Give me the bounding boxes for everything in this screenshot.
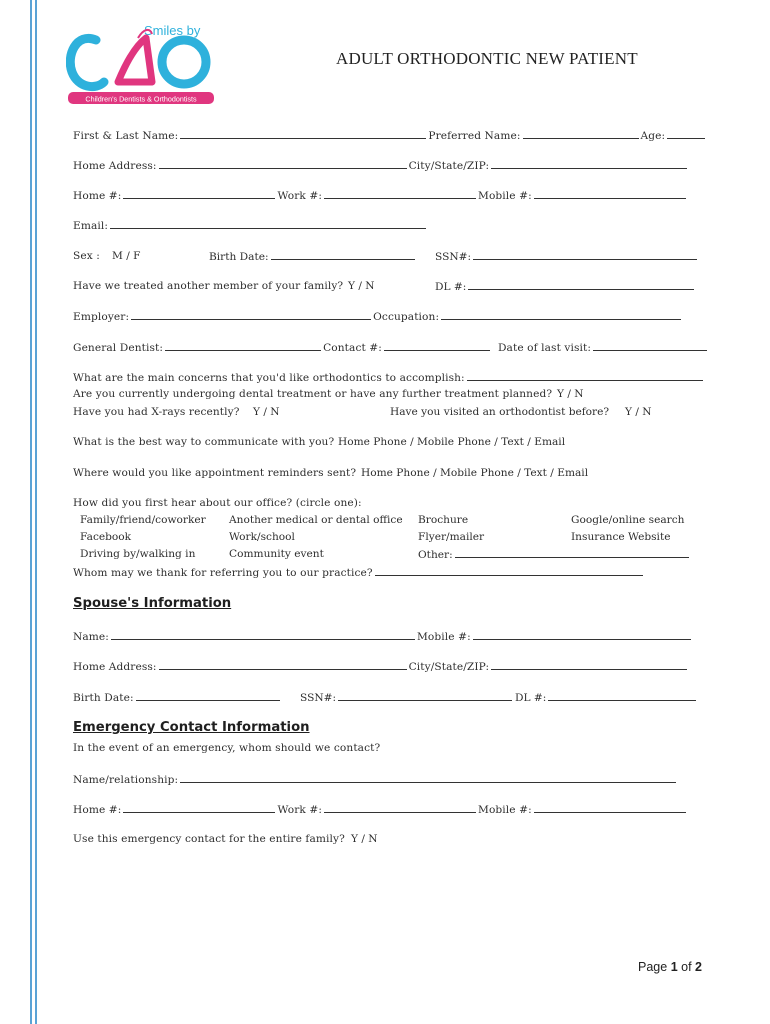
home-field[interactable] xyxy=(123,189,275,199)
undergoing-label: Are you currently undergoing dental treatment or have any further treatment planned? xyxy=(73,388,553,400)
hear-label: How did you first hear about our office? (circle one): xyxy=(73,497,362,509)
city-label: City/State/ZIP: xyxy=(408,160,490,172)
occupation-label: Occupation: xyxy=(373,311,440,323)
hear-option[interactable]: Brochure xyxy=(418,514,469,526)
address-field[interactable] xyxy=(159,159,407,169)
row-employer xyxy=(73,310,683,323)
emergency-intro: In the event of an emergency, whom should we contact? xyxy=(73,742,381,754)
row-reminders xyxy=(73,467,356,479)
sex-label: Sex : xyxy=(73,250,100,262)
hear-option[interactable]: Work/school xyxy=(229,531,295,543)
form-title: ADULT ORTHODONTIC NEW PATIENT xyxy=(336,49,638,68)
row-thank xyxy=(73,566,645,579)
age-label: Age: xyxy=(640,130,666,142)
hear-option[interactable]: Community event xyxy=(229,548,324,560)
row-phones xyxy=(73,189,688,202)
xrays-yn[interactable]: Y / N xyxy=(253,406,280,418)
name-label: First & Last Name: xyxy=(73,130,179,142)
spouse-address-label: Home Address: xyxy=(73,661,157,673)
row-address xyxy=(73,159,689,172)
undergoing-yn[interactable]: Y / N xyxy=(557,388,584,400)
visited-yn[interactable]: Y / N xyxy=(625,406,652,418)
birth-date-row xyxy=(209,250,417,263)
dentist-label: General Dentist: xyxy=(73,342,164,354)
family-yn[interactable]: Y / N xyxy=(351,833,378,845)
spouse-birth-label: Birth Date: xyxy=(73,692,134,704)
dl-field[interactable] xyxy=(468,280,694,290)
ssn-field[interactable] xyxy=(473,250,697,260)
employer-label: Employer: xyxy=(73,311,130,323)
dl-label: DL #: xyxy=(435,281,467,293)
clinic-logo xyxy=(66,18,216,104)
hear-other-row xyxy=(418,548,691,561)
row-email xyxy=(73,219,428,232)
spouse-city-field[interactable] xyxy=(491,660,687,670)
spouse-ssn-label: SSN#: xyxy=(300,692,337,704)
spouse-birth-field[interactable] xyxy=(136,691,280,701)
page-footer xyxy=(638,960,702,974)
row-hear xyxy=(73,497,362,509)
hear-option[interactable]: Other: xyxy=(418,549,453,561)
ssn-row xyxy=(435,250,699,263)
thank-label: Whom may we thank for referring you to our practice? xyxy=(73,567,373,579)
birth-label: Birth Date: xyxy=(209,251,269,263)
birth-field[interactable] xyxy=(271,250,415,260)
name-field[interactable] xyxy=(180,129,426,139)
of-word: of xyxy=(681,960,692,974)
preferred-field[interactable] xyxy=(523,129,639,139)
row-concerns xyxy=(73,371,705,384)
address-label: Home Address: xyxy=(73,160,157,172)
emergency-work-field[interactable] xyxy=(324,803,476,813)
row-name xyxy=(73,129,707,142)
mobile-field[interactable] xyxy=(534,189,686,199)
employer-field[interactable] xyxy=(131,310,371,320)
spouse-mobile-label: Mobile #: xyxy=(416,631,471,643)
spouse-dl-label: DL #: xyxy=(515,692,547,704)
age-field[interactable] xyxy=(667,129,705,139)
sex-options[interactable]: M / F xyxy=(112,250,141,262)
treated-yn[interactable]: Y / N xyxy=(348,280,375,292)
spouse-name-field[interactable] xyxy=(111,630,415,640)
treated-label: Have we treated another member of your family? xyxy=(73,280,344,292)
hear-option[interactable]: Google/online search xyxy=(571,514,685,526)
emergency-heading: Emergency Contact Information xyxy=(73,720,310,735)
hear-option[interactable]: Another medical or dental office xyxy=(229,514,403,526)
logo-subtitle: Children's Dentists & Orthodontists xyxy=(85,94,197,104)
concerns-field[interactable] xyxy=(467,371,703,381)
contact-label: Contact #: xyxy=(323,342,382,354)
concerns-label: What are the main concerns that you'd like orthodontics to accomplish: xyxy=(73,372,465,384)
spouse-address-field[interactable] xyxy=(159,660,407,670)
hear-option[interactable]: Driving by/walking in xyxy=(80,548,196,560)
row-spouse-name xyxy=(73,630,693,643)
relationship-field[interactable] xyxy=(180,773,676,783)
margin-rule-right xyxy=(35,0,37,1024)
spouse-ssn-row xyxy=(300,691,514,704)
row-family xyxy=(73,833,345,845)
home-label: Home #: xyxy=(73,190,122,202)
spouse-mobile-field[interactable] xyxy=(473,630,691,640)
logo-tagline: Smiles by xyxy=(144,23,201,38)
email-field[interactable] xyxy=(110,219,426,229)
hear-option[interactable]: Facebook xyxy=(80,531,132,543)
spouse-dl-row xyxy=(515,691,698,704)
page-word: Page xyxy=(638,960,668,974)
hear-option[interactable]: Family/friend/coworker xyxy=(80,514,206,526)
reminders-options[interactable]: Home Phone / Mobile Phone / Text / Email xyxy=(361,467,589,479)
preferred-label: Preferred Name: xyxy=(428,130,521,142)
emergency-home-label: Home #: xyxy=(73,804,122,816)
page-number: 1 xyxy=(670,960,678,974)
margin-rule-left xyxy=(30,0,32,1024)
ssn-label: SSN#: xyxy=(435,251,472,263)
last-visit-field[interactable] xyxy=(593,341,707,351)
emergency-mobile-label: Mobile #: xyxy=(478,804,532,816)
row-spouse-birth xyxy=(73,691,282,704)
last-visit-label: Date of last visit: xyxy=(497,342,592,354)
relationship-label: Name/relationship: xyxy=(73,774,179,786)
work-label: Work #: xyxy=(277,190,322,202)
row-dentist xyxy=(73,341,709,354)
row-sex xyxy=(73,250,100,262)
row-communicate xyxy=(73,436,334,448)
email-label: Email: xyxy=(73,220,109,232)
row-spouse-address xyxy=(73,660,689,673)
thank-field[interactable] xyxy=(375,566,643,576)
city-field[interactable] xyxy=(491,159,687,169)
xrays-label: Have you had X-rays recently? xyxy=(73,406,240,418)
communicate-label: What is the best way to communicate with you? xyxy=(73,436,335,448)
emergency-home-field[interactable] xyxy=(123,803,275,813)
reminders-label: Where would you like appointment reminders sent? xyxy=(73,467,357,479)
dentist-field[interactable] xyxy=(165,341,321,351)
occupation-field[interactable] xyxy=(441,310,681,320)
mobile-label: Mobile #: xyxy=(478,190,532,202)
contact-field[interactable] xyxy=(384,341,490,351)
spouse-ssn-field[interactable] xyxy=(338,691,512,701)
spouse-name-label: Name: xyxy=(73,631,109,643)
emergency-mobile-field[interactable] xyxy=(534,803,686,813)
row-xrays xyxy=(73,406,240,418)
row-treated xyxy=(73,280,343,292)
row-relationship xyxy=(73,773,678,786)
row-undergoing xyxy=(73,388,552,400)
communicate-options[interactable]: Home Phone / Mobile Phone / Text / Email xyxy=(338,436,566,448)
spouse-city-label: City/State/ZIP: xyxy=(408,661,490,673)
spouse-heading: Spouse's Information xyxy=(73,596,232,611)
hear-option[interactable]: Insurance Website xyxy=(571,531,671,543)
visited-label: Have you visited an orthodontist before? xyxy=(390,406,610,418)
emergency-work-label: Work #: xyxy=(277,804,322,816)
family-label: Use this emergency contact for the entire family? xyxy=(73,833,345,845)
page-total: 2 xyxy=(695,960,702,974)
spouse-dl-field[interactable] xyxy=(548,691,696,701)
hear-option[interactable]: Flyer/mailer xyxy=(418,531,485,543)
work-field[interactable] xyxy=(324,189,476,199)
dl-row xyxy=(435,280,696,293)
row-emergency-phones xyxy=(73,803,688,816)
hear-other-field[interactable] xyxy=(455,548,689,558)
